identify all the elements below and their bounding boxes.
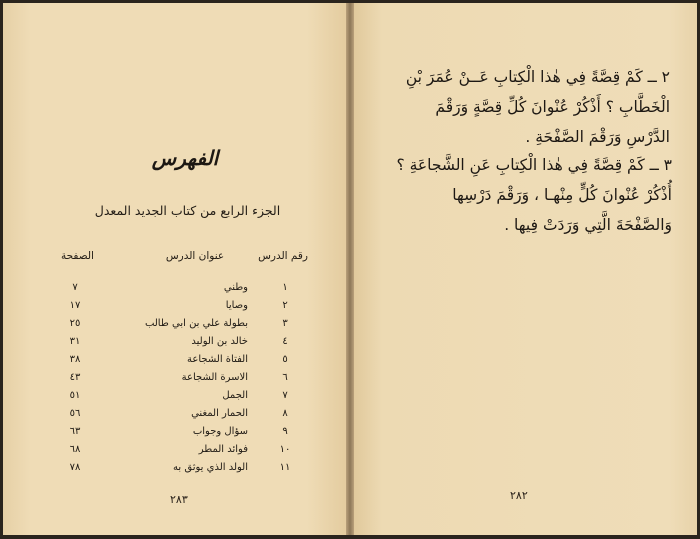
row-page: ٣١ <box>69 336 81 347</box>
row-number: ١ <box>282 282 288 293</box>
question-2 <box>370 62 670 152</box>
header-page: الصفحة <box>61 250 94 262</box>
row-page: ٧ <box>72 282 78 293</box>
row-number: ٩ <box>282 426 288 437</box>
index-row <box>50 444 308 462</box>
row-number: ٤ <box>282 336 288 347</box>
header-lesson-title: عنوان الدرس <box>165 250 225 262</box>
question-line: الْخَطَّابِ ؟ أَذْكُرْ عُنْوانَ كُلِّ قِصَّةٍ وَرَقْمَ <box>435 98 670 116</box>
row-number: ٨ <box>282 408 288 419</box>
question-line: أُذْكُرْ عُنْوانَ كُلٍّ مِنْهـا ، وَرَقْمَ دَرْسِها <box>452 186 672 204</box>
question-line: ٢ ــ كَمْ قِصَّةً فِي هٰذا الْكِتابِ عَــنْ عُمَرَ بْنِ <box>405 68 670 86</box>
row-page: ٧٨ <box>69 462 81 473</box>
row-title: خالد بن الوليد <box>191 336 248 347</box>
right-page-number: ٢٨٢ <box>510 489 528 502</box>
header-lesson-number: رقم الدرس <box>258 250 308 262</box>
index-subtitle: الجزء الرابع من كتاب الجديد المعدل <box>94 203 281 218</box>
row-title: بطولة علي بن ابي طالب <box>144 318 248 329</box>
index-row <box>50 282 308 300</box>
book-gutter <box>346 3 354 535</box>
row-page: ٦٣ <box>69 426 81 437</box>
row-number: ٥ <box>282 354 288 365</box>
row-title: الولد الذي يوثق به <box>173 462 248 473</box>
question-line: وَالصَّفْحَةَ الَّتِي وَرَدَتْ فِيها . <box>504 216 672 234</box>
index-table <box>50 282 308 480</box>
index-row <box>50 354 308 372</box>
index-row <box>50 462 308 480</box>
index-title: الفهرس <box>151 146 219 170</box>
row-number: ٣ <box>282 318 288 329</box>
row-page: ٦٨ <box>69 444 81 455</box>
left-page-number: ٢٨٣ <box>170 493 188 506</box>
index-row <box>50 372 308 390</box>
row-title: وصايا <box>225 300 248 311</box>
row-page: ٣٨ <box>69 354 81 365</box>
index-row <box>50 336 308 354</box>
row-number: ٦ <box>282 372 288 383</box>
question-3 <box>372 150 672 240</box>
row-page: ٥١ <box>69 390 81 401</box>
row-page: ٤٣ <box>69 372 81 383</box>
index-row <box>50 408 308 426</box>
row-number: ١٠ <box>279 444 291 455</box>
row-title: الجمل <box>222 390 248 401</box>
row-title: الاسرة الشجاعة <box>181 372 248 383</box>
row-number: ١١ <box>279 462 291 473</box>
question-line: الدَّرْسِ وَرَقْمَ الصَّفْحَةِ . <box>525 128 670 146</box>
row-page: ١٧ <box>69 300 81 311</box>
question-line: ٣ ــ كَمْ قِصَّةً فِي هٰذا الْكِتابِ عَنِ الشَّجاعَةِ ؟ <box>396 156 672 174</box>
row-page: ٥٦ <box>69 408 81 419</box>
row-title: فوائد المطر <box>198 444 248 455</box>
row-page: ٢٥ <box>69 318 81 329</box>
index-row <box>50 390 308 408</box>
index-row <box>50 426 308 444</box>
row-title: سؤال وجواب <box>192 426 248 437</box>
row-title: الفتاة الشجاعة <box>187 354 248 365</box>
index-row <box>50 318 308 336</box>
index-row <box>50 300 308 318</box>
row-number: ٢ <box>282 300 288 311</box>
row-title: الحمار المغني <box>191 408 248 419</box>
row-number: ٧ <box>282 390 288 401</box>
row-title: وطني <box>223 282 248 293</box>
